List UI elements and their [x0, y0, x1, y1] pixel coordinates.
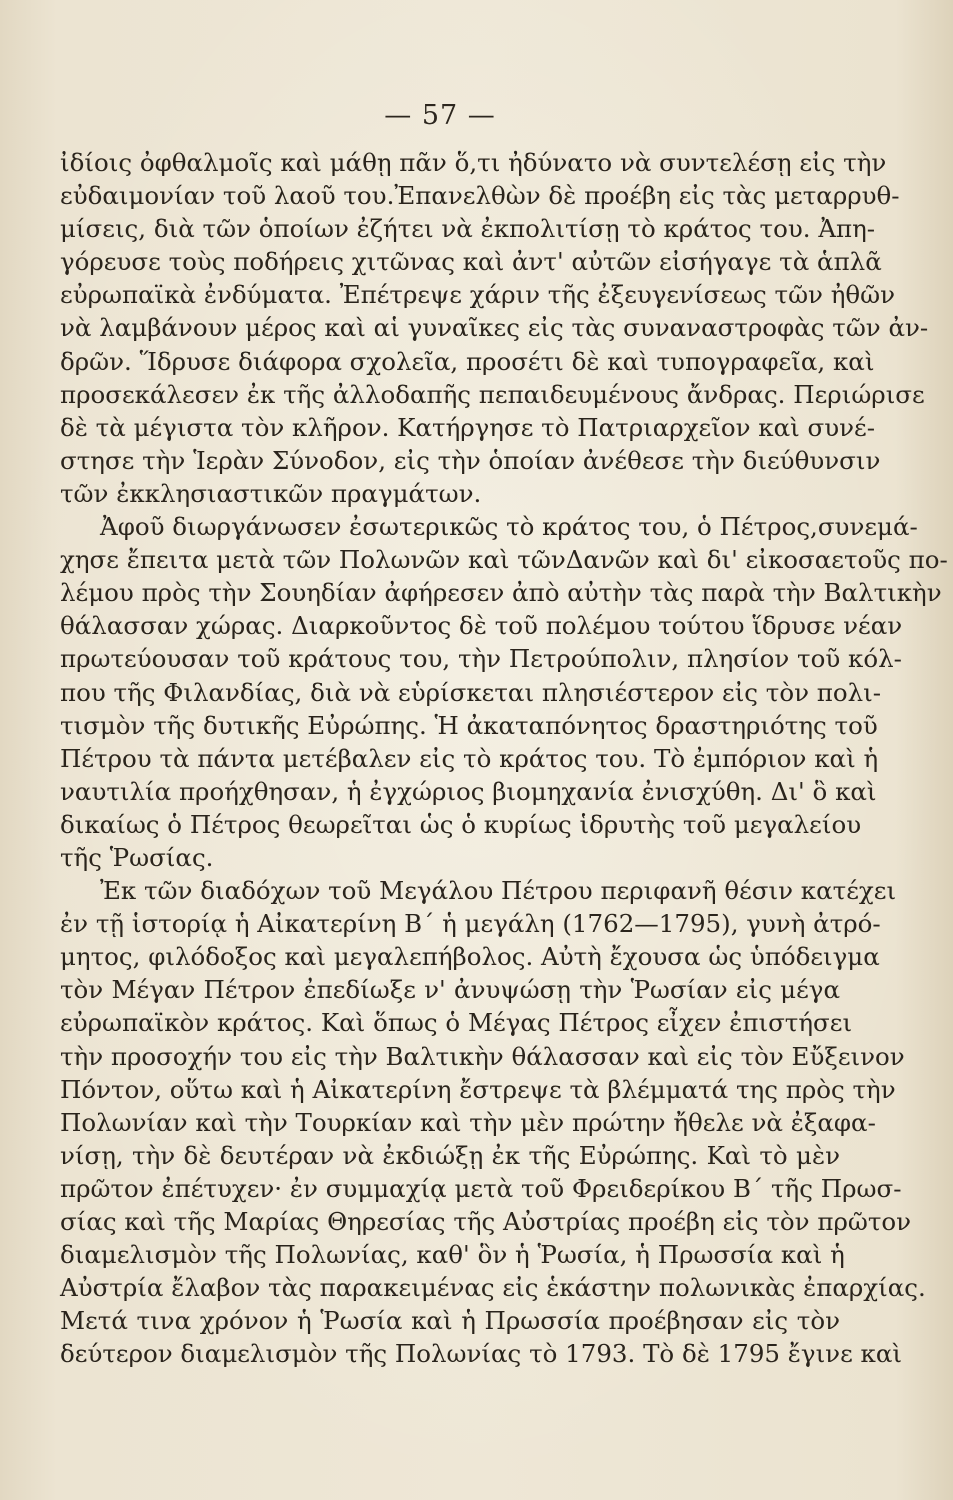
text-line: Πέτρου τὰ πάντα μετέβαλεν εἰς τὸ κράτος του. Τὸ ἐμπόριον καὶ ἡ	[60, 743, 879, 773]
text-line: Πολωνίαν καὶ τὴν Τουρκίαν καὶ τὴν μὲν πρώτην ἤθελε νὰ ἐξαφα-	[60, 1107, 876, 1137]
text-line: διαμελισμὸν τῆς Πολωνίας, καθ' ὃν ἡ Ῥωσία, ἡ Πρωσσία καὶ ἡ	[60, 1240, 845, 1270]
text-line: που τῆς Φιλανδίας, διὰ νὰ εὑρίσκεται πλησιέστερον εἰς τὸν πολι-	[60, 677, 882, 707]
text-line: πρωτεύουσαν τοῦ κράτους του, τὴν Πετρούπολιν, πλησίον τοῦ κόλ-	[60, 644, 902, 674]
text-line: δεύτερον διαμελισμὸν τῆς Πολωνίας τὸ 1793. Τὸ δὲ 1795 ἔγινε καὶ	[60, 1339, 903, 1369]
text-line: γόρευσε τοὺς ποδήρεις χιτῶνας καὶ ἀντ' αὐτῶν εἰσήγαγε τὰ ἁπλᾶ	[60, 247, 882, 277]
body-text	[60, 146, 948, 1370]
text-line: δρῶν. Ἵδρυσε διάφορα σχολεῖα, προσέτι δὲ καὶ τυπογραφεῖα, καὶ	[60, 346, 875, 376]
text-line: Ἀφοῦ διωργάνωσεν ἐσωτερικῶς τὸ κράτος του, ὁ Πέτρος,συνεμά-	[100, 512, 918, 542]
page-number: — 57 —	[384, 100, 496, 131]
text-line: νὰ λαμβάνουν μέρος καὶ αἱ γυναῖκες εἰς τὰς συναναστροφὰς τῶν ἀν-	[60, 313, 929, 343]
text-line: Μετά τινα χρόνον ἡ Ῥωσία καὶ ἡ Πρωσσία προέβησαν εἰς τὸν	[60, 1306, 840, 1336]
text-line: μητος, φιλόδοξος καὶ μεγαλεπήβολος. Αὐτὴ ἔχουσα ὡς ὑπόδειγμα	[60, 942, 880, 972]
text-line: τῆς Ῥωσίας.	[60, 842, 214, 872]
text-line: εὐρωπαϊκὰ ἐνδύματα. Ἐπέτρεψε χάριν τῆς ἐξευγενίσεως τῶν ἠθῶν	[60, 280, 896, 310]
text-line: τὸν Μέγαν Πέτρον ἐπεδίωξε ν' ἀνυψώσῃ τὴν Ῥωσίαν εἰς μέγα	[60, 975, 840, 1005]
text-line: ἐν τῇ ἱστορίᾳ ἡ Αἰκατερίνη Β΄ ἡ μεγάλη (1762—1795), γυνὴ ἀτρό-	[60, 909, 881, 939]
text-line: μίσεις, διὰ τῶν ὁποίων ἐζήτει νὰ ἐκπολιτίσῃ τὸ κράτος του. Ἀπη-	[60, 214, 876, 244]
text-line: τισμὸν τῆς δυτικῆς Εὐρώπης. Ἡ ἀκαταπόνητος δραστηριότης τοῦ	[60, 710, 878, 740]
text-line: ἰδίοις ὀφθαλμοῖς καὶ μάθῃ πᾶν ὅ,τι ἠδύνατο νὰ συντελέσῃ εἰς τὴν	[60, 148, 887, 177]
text-line: θάλασσαν χώρας. Διαρκοῦντος δὲ τοῦ πολέμου τούτου ἵδρυσε νέαν	[60, 611, 903, 641]
text-line: Πόντον, οὕτω καὶ ἡ Αἰκατερίνη ἔστρεψε τὰ βλέμματά της πρὸς τὴν	[60, 1074, 896, 1104]
text-line: Ἐκ τῶν διαδόχων τοῦ Μεγάλου Πέτρου περιφανῆ θέσιν κατέχει	[100, 876, 897, 906]
text-line: σίας καὶ τῆς Μαρίας Θηρεσίας τῆς Αὐστρίας προέβη εἰς τὸν πρῶτον	[60, 1207, 912, 1236]
text-line: ναυτιλία προήχθησαν, ἡ ἐγχώριος βιομηχανία ἐνισχύθη. Δι' ὃ καὶ	[60, 776, 877, 806]
text-line: στησε τὴν Ἱερὰν Σύνοδον, εἰς τὴν ὁποίαν ἀνέθεσε τὴν διεύθυνσιν	[60, 445, 881, 475]
text-line: προσεκάλεσεν ἐκ τῆς ἀλλοδαπῆς πεπαιδευμένους ἄνδρας. Περιώρισε	[60, 379, 925, 409]
text-line: λέμου πρὸς τὴν Σουηδίαν ἀφήρεσεν ἀπὸ αὐτὴν τὰς παρὰ τὴν Βαλτικὴν	[60, 578, 942, 608]
text-line: τὴν προσοχήν του εἰς τὴν Βαλτικὴν θάλασσαν καὶ εἰς τὸν Εὔξεινον	[60, 1041, 905, 1071]
text-line: δικαίως ὁ Πέτρος θεωρεῖται ὡς ὁ κυρίως ἱδρυτὴς τοῦ μεγαλείου	[60, 809, 862, 839]
text-line: τῶν ἐκκλησιαστικῶν πραγμάτων.	[60, 478, 482, 508]
text-line: πρῶτον ἐπέτυχεν· ἐν συμμαχίᾳ μετὰ τοῦ Φρειδερίκου Β΄ τῆς Πρωσ-	[60, 1173, 902, 1203]
text-line: εὐρωπαϊκὸν κράτος. Καὶ ὅπως ὁ Μέγας Πέτρος εἶχεν ἐπιστήσει	[60, 1008, 853, 1038]
text-line: δὲ τὰ μέγιστα τὸν κλῆρον. Κατήργησε τὸ Πατριαρχεῖον καὶ συνέ-	[60, 412, 876, 442]
text-line: Αὐστρία ἔλαβον τὰς παρακειμένας εἰς ἑκάστην πολωνικὰς ἐπαρχίας.	[60, 1273, 926, 1303]
text-line: νίσῃ, τὴν δὲ δευτέραν νὰ ἐκδιώξῃ ἐκ τῆς Εὐρώπης. Καὶ τὸ μὲν	[60, 1140, 840, 1170]
text-line: χησε ἔπειτα μετὰ τῶν Πολωνῶν καὶ τῶνΔανῶν καὶ δι' εἰκοσαετοῦς πο-	[60, 545, 948, 575]
text-line: εὐδαιμονίαν τοῦ λαοῦ του.Ἐπανελθὼν δὲ προέβη εἰς τὰς μεταρρυθ-	[60, 181, 900, 211]
